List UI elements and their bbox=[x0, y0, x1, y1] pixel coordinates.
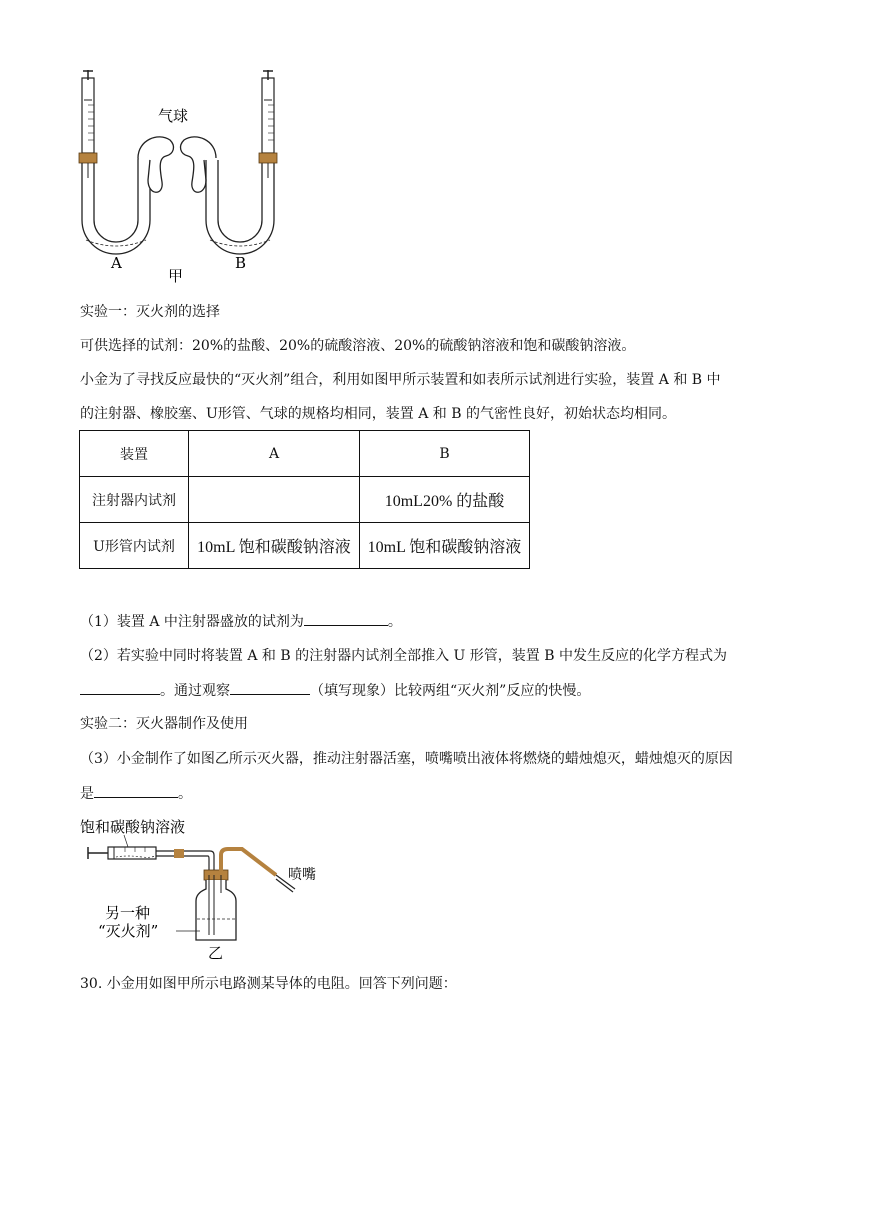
exp2-title: 实验二：灭火器制作及使用 bbox=[80, 716, 248, 732]
figure-caption-jia: 甲 bbox=[168, 267, 184, 285]
question-3-line-1: （3）小金制作了如图乙所示灭火器，推动注射器活塞，喷嘴喷出液体将燃烧的蜡烛熄灭，蜡烛熄灭的原因 bbox=[80, 751, 733, 767]
label-b: B bbox=[235, 254, 247, 272]
figure-jia bbox=[78, 70, 278, 288]
q2-mid: 。通过观察 bbox=[160, 683, 230, 699]
agent-label-line-1: 另一种 bbox=[105, 904, 151, 922]
intro-line-2: 的注射器、橡胶塞、U形管、气球的规格均相同，装置 A 和 B 的气密性良好，初始状态均相同。 bbox=[80, 406, 676, 422]
syringe bbox=[88, 835, 156, 859]
label-a: A bbox=[111, 254, 122, 272]
table-header-cell: A bbox=[189, 431, 360, 477]
cell-a bbox=[189, 477, 360, 523]
cell-b: 10mL 饱和碳酸钠溶液 bbox=[360, 523, 530, 569]
cell-a: 10mL 饱和碳酸钠溶液 bbox=[189, 523, 360, 569]
question-3-line-2 bbox=[80, 783, 192, 804]
agent-label-line-2: “灭火剂” bbox=[98, 922, 159, 940]
nozzle-label: 喷嘴 bbox=[288, 867, 316, 883]
q3-end: 。 bbox=[178, 786, 192, 802]
table-header-cell: B bbox=[360, 431, 530, 477]
row-label: U形管内试剂 bbox=[80, 523, 189, 569]
figure-yi bbox=[80, 815, 325, 963]
q2-end: （填写现象）比较两组“灭火剂”反应的快慢。 bbox=[310, 683, 591, 699]
cell-b: 10mL20% 的盐酸 bbox=[360, 477, 530, 523]
answer-blank[interactable] bbox=[304, 611, 388, 626]
reagent-table bbox=[79, 430, 530, 569]
exp1-title: 实验一：灭火剂的选择 bbox=[80, 304, 220, 320]
syringe-b bbox=[259, 70, 277, 178]
syringe-a bbox=[79, 70, 97, 178]
intro-line-1: 小金为了寻找反应最快的“灭火剂”组合，利用如图甲所示装置和如表所示试剂进行实验，装置 A 和 B 中 bbox=[80, 372, 721, 388]
q1-end: 。 bbox=[387, 614, 402, 630]
question-1 bbox=[80, 611, 402, 632]
question-2-line-1: （2）若实验中同时将装置 A 和 B 的注射器内试剂全部推入 U 形管，装置 B 中发生反应的化学方程式为 bbox=[80, 648, 727, 664]
q3-start: 是 bbox=[80, 786, 94, 802]
figure-caption-yi: 乙 bbox=[208, 944, 224, 962]
table-header-cell: 装置 bbox=[80, 431, 189, 477]
answer-blank[interactable] bbox=[230, 680, 310, 695]
bottle bbox=[196, 870, 236, 940]
reagents-line: 可供选择的试剂：20%的盐酸、20%的硫酸溶液、20%的硫酸钠溶液和饱和碳酸钠溶液。 bbox=[80, 338, 636, 354]
answer-blank[interactable] bbox=[94, 783, 178, 798]
row-label: 注射器内试剂 bbox=[80, 477, 189, 523]
table-row bbox=[80, 523, 530, 569]
table-row bbox=[80, 477, 530, 523]
answer-blank[interactable] bbox=[80, 680, 160, 695]
balloon-label: 气球 bbox=[158, 107, 189, 125]
q1-text: （1）装置 A 中注射器盛放的试剂为 bbox=[80, 614, 304, 630]
top-label: 饱和碳酸钠溶液 bbox=[80, 818, 186, 836]
question-2-line-2 bbox=[80, 680, 590, 701]
question-30: 30. 小金用如图甲所示电路测某导体的电阻。回答下列问题： bbox=[80, 976, 457, 992]
table-header-row bbox=[80, 431, 530, 477]
